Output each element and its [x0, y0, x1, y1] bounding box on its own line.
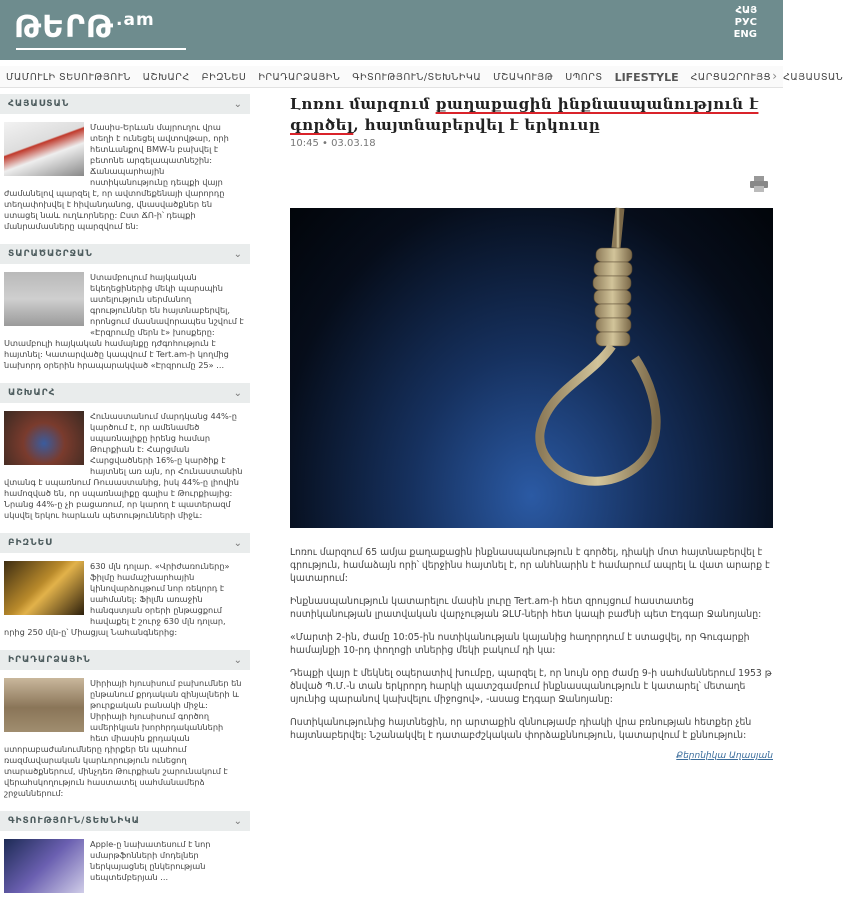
nav-item-incidents[interactable]: ԻՐԱԴԱՐՁԱՅԻՆ: [258, 71, 341, 83]
article-paragraph: «Մարտի 2-ին, ժամը 10:05-ին ոստիկանության կայանից հաղորդում է ստացվել, որ Գուգարքի համայնքի 10-րդ փողոցի տներից մեկի բակում դի կա:: [290, 632, 750, 656]
article-date: 10:45 • 03.03.18: [290, 138, 376, 149]
chevron-down-icon[interactable]: ⌄: [233, 98, 242, 110]
noose-illustration: [290, 208, 773, 528]
news-text: Սիրիայի հյուսիսում բախումներ են ընթանում քրդական զինյալների և թուրքական բանակի միջև: Սիրիայի հյուսիսում գործող ամերիկյան խորհրդականների հետ միասին քրդական ստորաբաժանումները դիրքեր են պահում ռազմավարական կարևորություն ունեցող տարածքներում, մինչդեռ Թուրքիան շարունակում է վերահսկողություն հաստատել սահմանամերձ շրջաններում:: [4, 678, 242, 798]
title-underlined: քաղաքացին ինքնասպանություն է: [435, 95, 759, 113]
lang-ru-link[interactable]: РУС: [734, 17, 757, 28]
sidebar-section-world: [0, 383, 250, 527]
sidebar-section-region: [0, 244, 250, 377]
news-text: Մասիս-Երևան մայրուղու վրա տեղի է ունեցել ավտովթար, որի հետևանքով BMW-ն բախվել է բետոնե արգելապատնեշին: Ճանապարհային ոստիկանությունը դեպքի վայր ժամանելով պարզել է, որ ավտոմեքենայի վարորդը տեղափոխվել է հիվանդանոց, վնասվածքներ են ստացել նաև ուղևորները: Ըստ ՃՈ-ի՝ դեպքի մանրամասները պարզվում են:: [4, 122, 229, 231]
news-text: Ստամբուլում հայկական եկեղեցիներից մեկի պարսպին ատելություն սերմանող գրություններ են հայտնաբերվել, որոնցում մասնավորապես նշվում է «Էրզրումը մերն է» խոսքերը: Ստամբուլի հայկական համայնքը դժգոհություն է հայտնել: Կատարվածը կապվում է Tert.am-ի կողմից նախորդ օրերին հրապարակված «Էրզրումը 25» ...: [4, 272, 244, 370]
article-body: [290, 546, 773, 763]
title-part: Լոռու մարզում: [290, 95, 436, 113]
article-paragraph: Լոռու մարզում 65 ամյա քաղաքացին ինքնասպանություն է գործել, դիակի մոտ հայտնաբերվել է գրություն, համաձայն որի՝ վերջինս հայտնել է, որ անհնարին է համարում ապրել և վատ արարք է կատարում:: [290, 547, 770, 584]
news-teaser[interactable]: [0, 264, 250, 377]
section-header[interactable]: [0, 94, 250, 114]
chevron-down-icon[interactable]: ⌄: [233, 537, 242, 549]
news-text: 630 մլն դոլար․ «Վրիժառուները» ֆիլմը համաշխարհային կինովարձույթում նոր ռեկորդ է սահմանել: Ֆիլմն առաջին հանգստյան օրերի ընթացքում հավաքել է շուրջ 630 մլն դոլար, որից 250 մլն-ը՝ Միացյալ Նահանգներից:: [4, 561, 230, 637]
nav-item-world[interactable]: ԱՇԽԱՐՀ: [142, 71, 190, 83]
main-nav: [0, 66, 843, 88]
chevron-down-icon[interactable]: ⌄: [233, 654, 242, 666]
logo-underline: [16, 48, 186, 50]
nav-item-culture[interactable]: ՄՇԱԿՈՒՅԹ: [493, 71, 554, 83]
section-header[interactable]: [0, 650, 250, 670]
sidebar-section-science-tech: [0, 811, 250, 901]
sidebar-section-armenia: [0, 94, 250, 238]
nav-item-science-tech[interactable]: ԳԻՏՈՒԹՅՈՒՆ/ՏԵԽՆԻԿԱ: [352, 71, 482, 83]
title-part: , հայտնաբերվել է երկուսը: [353, 116, 601, 134]
sidebar: [0, 94, 250, 907]
logo-suffix: .am: [116, 10, 155, 30]
chevron-down-icon[interactable]: ⌄: [233, 815, 242, 827]
news-thumbnail[interactable]: [4, 411, 84, 465]
chevron-down-icon[interactable]: ⌄: [233, 387, 242, 399]
article: [290, 94, 773, 761]
section-title: ԳԻՏՈՒԹՅՈՒՆ/ՏԵԽՆԻԿԱ: [8, 816, 140, 826]
news-thumbnail[interactable]: [4, 839, 84, 893]
section-header[interactable]: [0, 811, 250, 831]
nav-item-lifestyle[interactable]: LIFESTYLE: [614, 70, 679, 84]
section-title: ՀԱՅԱՍՏԱՆ: [8, 99, 70, 109]
nav-item-business[interactable]: ԲԻԶՆԵՍ: [201, 71, 247, 83]
lang-en-link[interactable]: ENG: [733, 29, 757, 40]
section-header[interactable]: [0, 383, 250, 403]
language-switcher: [734, 5, 757, 41]
nav-item-interview[interactable]: ՀԱՐՑԱԶՐՈՒՅՑ: [690, 71, 772, 83]
logo-text: ԹԵՐԹ: [14, 10, 115, 45]
news-thumbnail[interactable]: [4, 122, 84, 176]
news-thumbnail[interactable]: [4, 561, 84, 615]
news-thumbnail[interactable]: [4, 678, 84, 732]
news-teaser[interactable]: [0, 831, 250, 901]
nav-item-press-review[interactable]: ՄԱՄՈՒԼԻ ՏԵՍՈՒԹՅՈՒՆ: [6, 71, 131, 83]
news-thumbnail[interactable]: [4, 272, 84, 326]
section-title: ՏԱՐԱԾԱՇՐՋԱՆ: [8, 249, 93, 259]
section-header[interactable]: [0, 533, 250, 553]
site-header: [0, 0, 783, 60]
news-teaser[interactable]: [0, 670, 250, 805]
nav-item-sport[interactable]: ՍՊՈՐՏ: [565, 71, 603, 83]
news-text: Apple-ը նախատեսում է նոր սմարթֆոնների մոդելներ ներկայացնել ընկերության սեպտեմբերյան ...: [90, 839, 211, 882]
lang-hy-link[interactable]: ՀԱՅ: [735, 5, 757, 16]
section-title: ԱՇԽԱՐՀ: [8, 388, 56, 398]
print-icon[interactable]: [750, 176, 768, 192]
news-teaser[interactable]: [0, 403, 250, 527]
news-text: Հունաստանում մարդկանց 44%-ը կարծում է, որ ամենամեծ սպառնալիքը իրենց համար Թուրքիան է: Հարցման Հարցվածների 16%-ը կարծիք է հայտնել առ այն, որ Հունաստանին վտանգ է սպառնում Ռուսաստանից, իսկ 44%-ը լիովին համոզված են, որ սպառնալիքը գալիս է Թուրքիայից: Նրանց 44%-ը չի բացառում, որ կարող է պատերազմ սկսվել երկու հարևան պետությունների միջև:: [4, 411, 243, 520]
site-logo[interactable]: [14, 6, 155, 54]
article-paragraph: Ինքնասպանություն կատարելու մասին լուրը Tert.am-ի հետ զրույցում հաստատեց ոստիկանության լրատվական վարչության ՁԼՄ-ների հետ կապի բաժնի պետ Էդգար Ջանոյանը:: [290, 596, 762, 620]
sidebar-section-incidents: [0, 650, 250, 805]
news-teaser[interactable]: [0, 114, 250, 238]
chevron-right-icon[interactable]: ›: [772, 69, 777, 83]
article-hero-image: [290, 208, 773, 528]
article-paragraph: Դեպքի վայր է մեկնել օպերատիվ խումբը, պարզել է, որ նույն օրը ժամը 9-ի սահմաններում 1953 թ ծնված Պ.Մ.-ն տան երկրորդ հարկի պատշգամբում ինքնասպանություն է կատարել՝ մետաղե սյունից պարանով կախվելու միջոցով», -ասաց Էդգար Ջանոյանը:: [290, 668, 772, 705]
section-title: ԲԻԶՆԵՍ: [8, 538, 53, 548]
section-title: ԻՐԱԴԱՐՁԱՅԻՆ: [8, 655, 91, 665]
author-link[interactable]: Քերոնիկա Աղասյան: [676, 751, 773, 761]
chevron-down-icon[interactable]: ⌄: [233, 248, 242, 260]
news-teaser[interactable]: [0, 553, 250, 644]
nav-item-armenia[interactable]: ՀԱՅԱՍՏԱՆ: [783, 71, 843, 83]
article-paragraph: Ոստիկանությունից հայտնեցին, որ արտաքին զննությամբ դիակի վրա բռնության հետքեր չեն հայտնաբերվել: Նշանակվել է դատաբժշկական փորձաքննություն, կատարվում է քննություն:: [290, 717, 752, 741]
title-underlined: գործել: [290, 116, 354, 134]
article-title: [290, 94, 773, 136]
sidebar-section-business: [0, 533, 250, 644]
section-header[interactable]: [0, 244, 250, 264]
